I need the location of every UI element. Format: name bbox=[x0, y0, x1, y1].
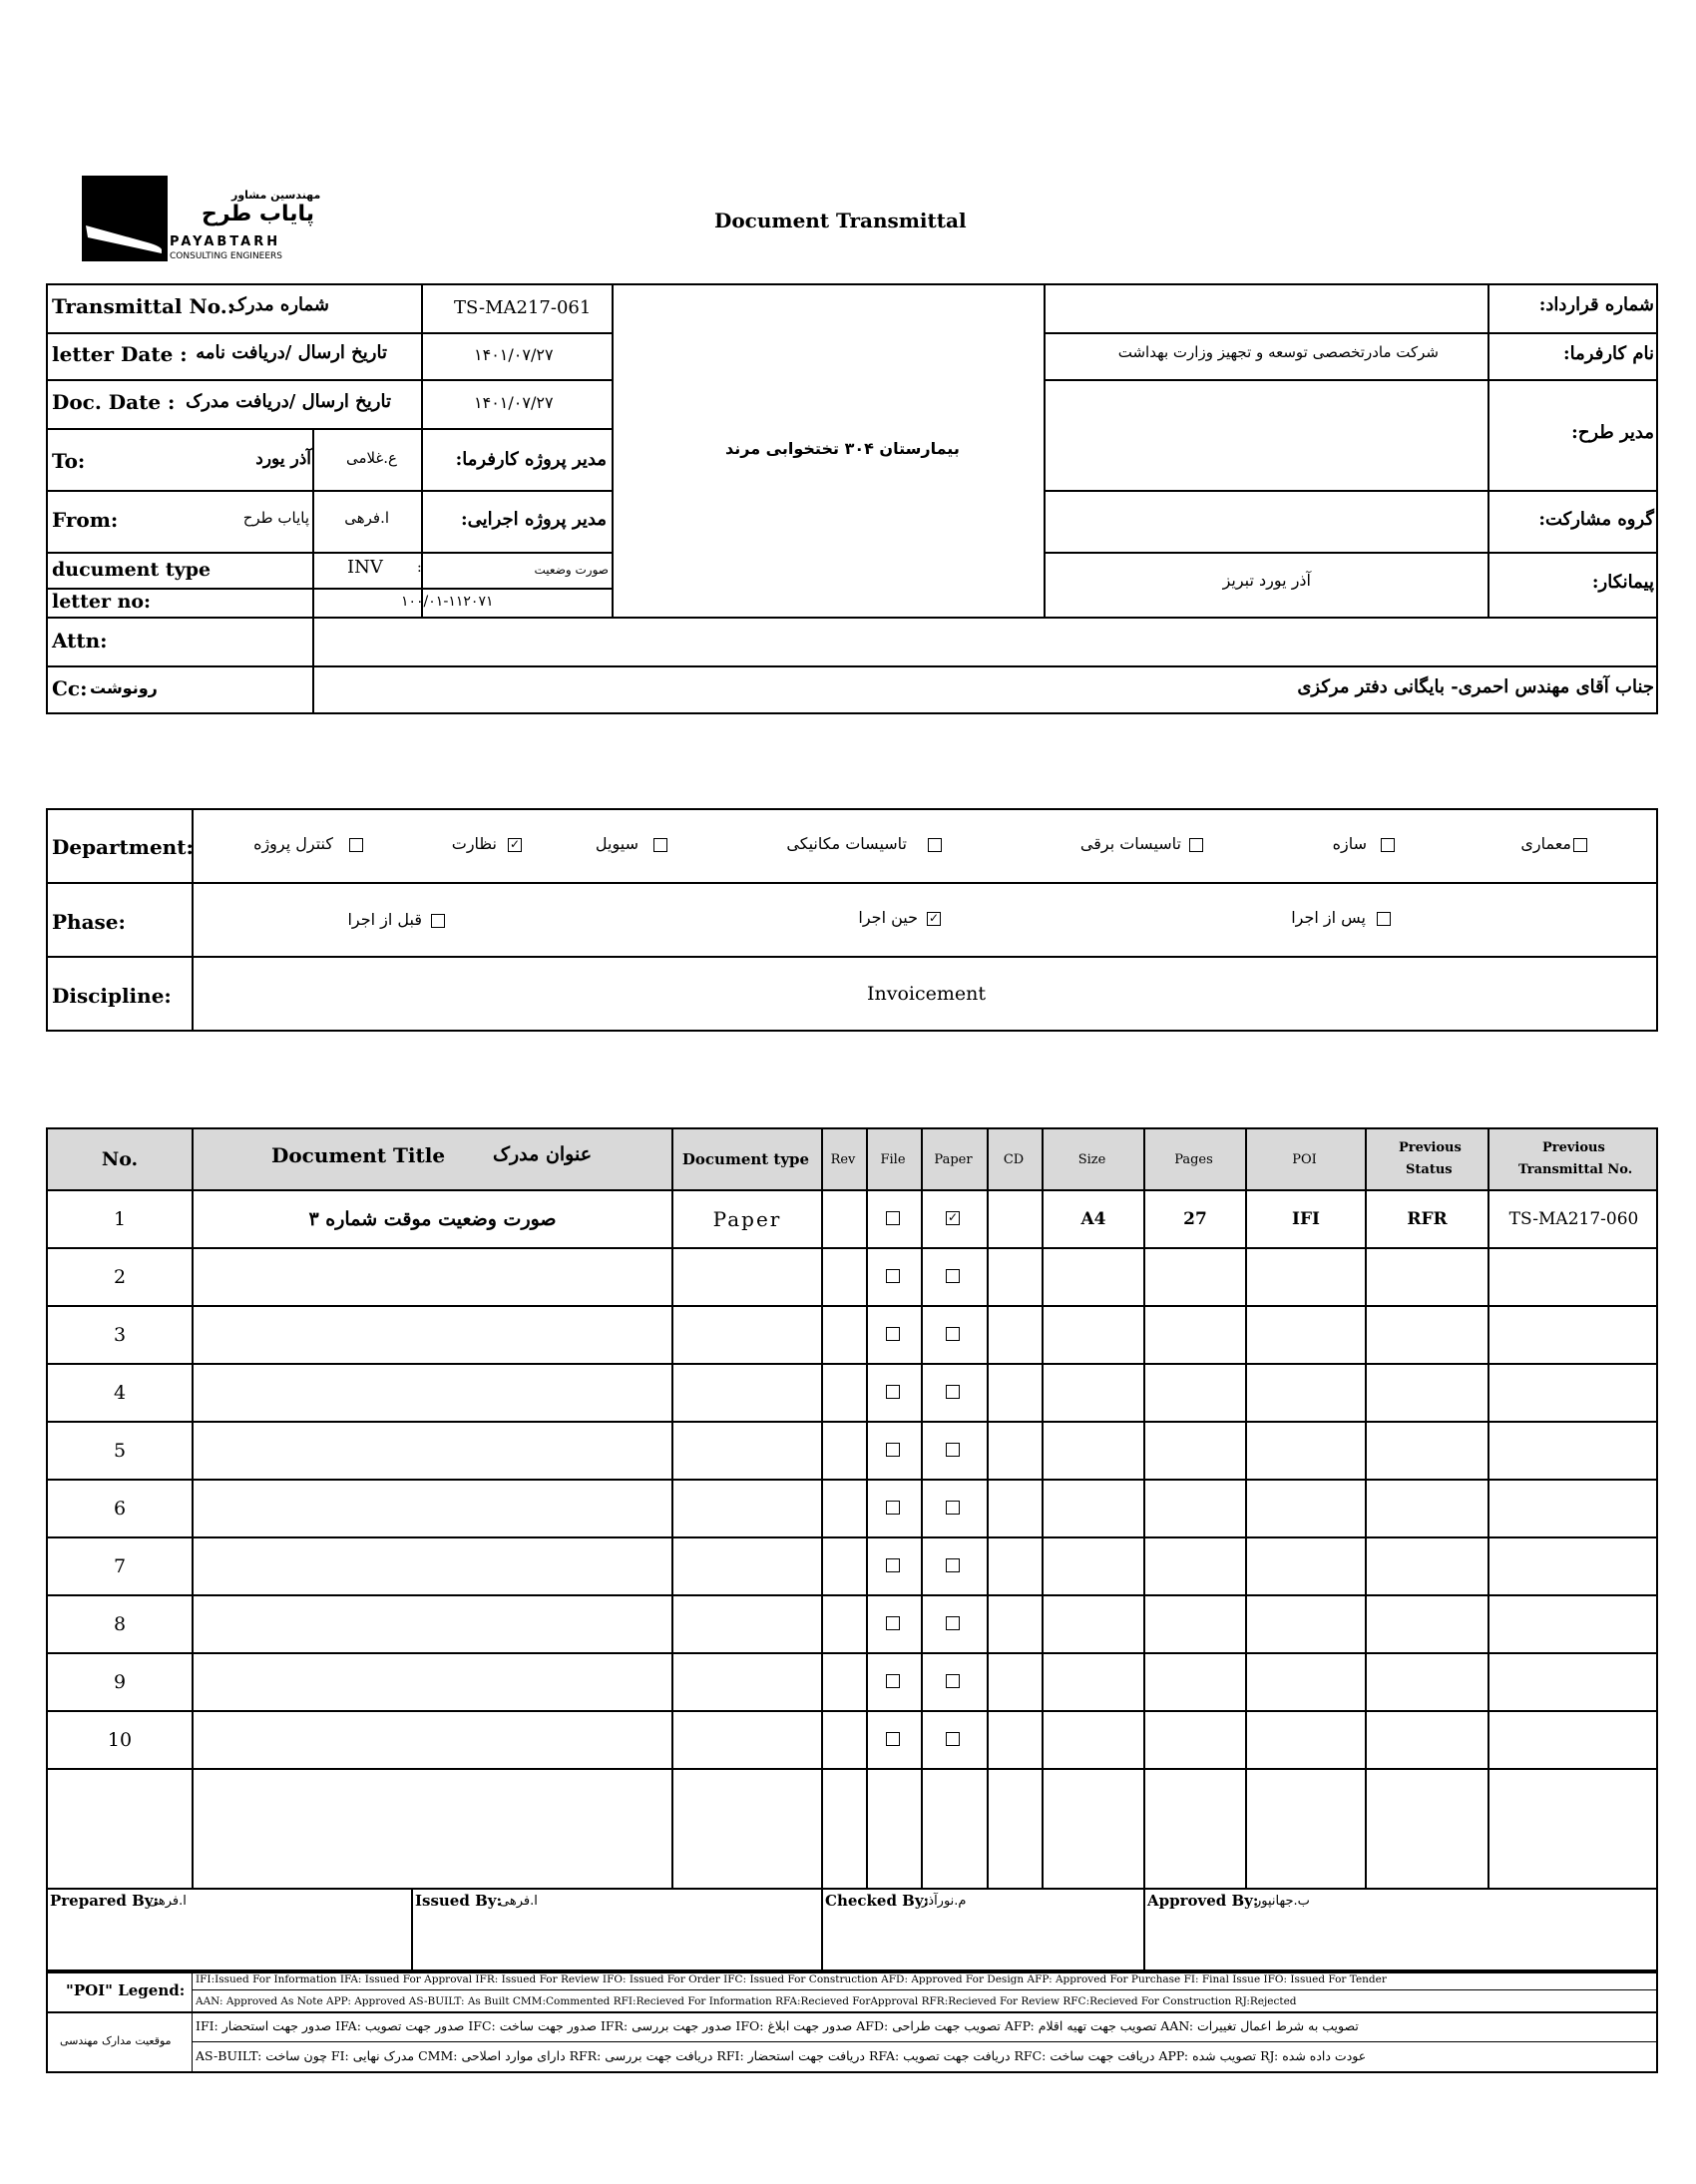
cell-no: 2 bbox=[113, 1266, 127, 1288]
cell-rev bbox=[823, 1307, 866, 1363]
cell-prev-trans bbox=[1489, 1249, 1658, 1305]
dept-label-mechanical: تاسیسات مکانیکی bbox=[786, 834, 907, 853]
cell-poi bbox=[1247, 1654, 1365, 1710]
client-pm-label: مدیر پروژه کارفرما: bbox=[455, 449, 607, 470]
checked-by-label: Checked By: bbox=[825, 1892, 930, 1910]
header-prev-status-2: Status bbox=[1406, 1162, 1453, 1177]
cell-doc-type bbox=[673, 1481, 821, 1536]
cell-title bbox=[194, 1249, 671, 1305]
doc-date-label: Doc. Date : bbox=[52, 390, 176, 414]
cell-cd bbox=[989, 1249, 1042, 1305]
cc-value: جناب آقای مهندس احمری- بایگانی دفتر مرکزی bbox=[1297, 676, 1654, 697]
issued-by-label: Issued By: bbox=[415, 1892, 502, 1910]
cell-prev-status bbox=[1367, 1365, 1487, 1421]
prepared-by-label: Prepared By: bbox=[50, 1892, 160, 1910]
cell-size bbox=[1044, 1596, 1143, 1652]
dept-checkbox-electrical[interactable] bbox=[1189, 838, 1203, 852]
cell-rev bbox=[823, 1423, 866, 1479]
dept-checkbox-supervision[interactable]: ✓ bbox=[509, 837, 521, 851]
row-file-checkbox[interactable] bbox=[886, 1385, 900, 1399]
legend-line-1: IFI:Issued For Information IFA: Issued For Approval IFR: Issued For Review IFO: Issued For Order IFC: Issued For Construction AFD: Approved For Design AFP: Approved For Purchase FI: Final Issue IFO: Issued For Tender bbox=[196, 1973, 1387, 1985]
checked-by-value: م.نورآذر bbox=[922, 1894, 967, 1909]
cell-size bbox=[1044, 1538, 1143, 1594]
cell-prev-status bbox=[1367, 1654, 1487, 1710]
discipline-value: Invoicement bbox=[867, 983, 987, 1005]
approved-by-label: Approved By: bbox=[1147, 1892, 1259, 1910]
cell-prev-status bbox=[1367, 1481, 1487, 1536]
cell-doc-type bbox=[673, 1307, 821, 1363]
row-paper-checkbox[interactable] bbox=[946, 1501, 960, 1515]
cell-prev-trans bbox=[1489, 1481, 1658, 1536]
cell-size bbox=[1044, 1365, 1143, 1421]
cell-prev-status bbox=[1367, 1596, 1487, 1652]
cell-doc-type bbox=[673, 1712, 821, 1768]
letter-no-label: letter no: bbox=[52, 591, 152, 613]
header-rev: Rev bbox=[830, 1151, 856, 1167]
cell-title bbox=[194, 1307, 671, 1363]
phase-label-after: پس از اجرا bbox=[1291, 908, 1366, 927]
cell-doc-type: Paper bbox=[712, 1207, 782, 1231]
cell-cd bbox=[989, 1307, 1042, 1363]
cell-title bbox=[194, 1712, 671, 1768]
poi-legend-label: "POI" Legend: bbox=[66, 1981, 186, 1999]
row-file-checkbox[interactable] bbox=[886, 1616, 900, 1630]
from-value: پایاب طرح bbox=[242, 509, 309, 527]
cell-size: A4 bbox=[1080, 1209, 1106, 1229]
row-file-checkbox[interactable] bbox=[886, 1211, 900, 1225]
cell-pages bbox=[1145, 1481, 1245, 1536]
cell-poi bbox=[1247, 1365, 1365, 1421]
cell-title bbox=[194, 1481, 671, 1536]
cell-no: 9 bbox=[113, 1671, 127, 1693]
doc-date-value: ۱۴۰۱/۰۷/۲۷ bbox=[474, 393, 554, 412]
cell-doc-type bbox=[673, 1365, 821, 1421]
phase-checkbox-after[interactable] bbox=[1377, 912, 1391, 926]
cell-pages bbox=[1145, 1712, 1245, 1768]
logo-fa-subtitle: مهندسین مشاور bbox=[231, 189, 321, 202]
cell-pages bbox=[1145, 1596, 1245, 1652]
cell-no: 7 bbox=[113, 1555, 127, 1577]
row-paper-checkbox[interactable] bbox=[946, 1327, 960, 1341]
employer-label: نام کارفرما: bbox=[1563, 343, 1654, 364]
row-file-checkbox[interactable] bbox=[886, 1443, 900, 1457]
cell-no: 10 bbox=[107, 1729, 133, 1751]
cell-prev-status bbox=[1367, 1538, 1487, 1594]
status-legend-label: موقعیت مدارک مهندسی bbox=[60, 2034, 172, 2047]
client-pm-name: ع.غلامی bbox=[345, 449, 397, 467]
dept-checkbox-mechanical[interactable] bbox=[928, 838, 942, 852]
cell-cd bbox=[989, 1712, 1042, 1768]
header-pages: Pages bbox=[1174, 1151, 1213, 1167]
cell-size bbox=[1044, 1654, 1143, 1710]
logo-mark bbox=[82, 176, 172, 263]
cell-cd bbox=[989, 1481, 1042, 1536]
dept-label-civil: سیویل bbox=[595, 834, 638, 853]
cell-prev-status bbox=[1367, 1712, 1487, 1768]
logo-fa-name: پایاب طرح bbox=[202, 202, 315, 226]
cell-pages bbox=[1145, 1423, 1245, 1479]
cell-title: صورت وضعیت موقت شماره ۳ bbox=[308, 1208, 557, 1230]
cell-cd bbox=[989, 1365, 1042, 1421]
project-name: بیمارستان ۳۰۴ تختخوابی مرند bbox=[725, 439, 960, 458]
cc-label: Cc: bbox=[52, 676, 88, 700]
row-file-checkbox[interactable] bbox=[886, 1732, 900, 1746]
cell-doc-type bbox=[673, 1423, 821, 1479]
doc-type-value: INV bbox=[347, 557, 383, 578]
phase-checkbox-before[interactable] bbox=[431, 914, 445, 928]
logo-subtitle: CONSULTING ENGINEERS bbox=[170, 251, 283, 261]
letter-date-label-fa: تاریخ ارسال /دریافت نامه bbox=[196, 342, 387, 363]
cell-prev-trans bbox=[1489, 1712, 1658, 1768]
employer-value: شرکت مادرتخصصی توسعه و تجهیز وزارت بهداشت bbox=[1117, 343, 1439, 361]
row-file-checkbox[interactable] bbox=[886, 1327, 900, 1341]
cell-pages: 27 bbox=[1183, 1209, 1207, 1229]
contractor-label: پیمانکار: bbox=[1591, 572, 1654, 593]
phase-checkbox-during[interactable]: ✓ bbox=[928, 911, 940, 925]
doc-type-colon: : bbox=[417, 560, 422, 576]
cell-prev-status: RFR bbox=[1407, 1209, 1448, 1229]
prepared-by-value: ا.فرهی bbox=[148, 1894, 187, 1909]
cc-label-fa: رونوشت bbox=[90, 678, 158, 697]
row-paper-checkbox[interactable] bbox=[946, 1269, 960, 1283]
cell-no: 6 bbox=[113, 1498, 127, 1520]
cell-prev-trans bbox=[1489, 1365, 1658, 1421]
cell-prev-trans bbox=[1489, 1596, 1658, 1652]
cell-rev bbox=[823, 1481, 866, 1536]
cell-prev-trans: TS-MA217-060 bbox=[1508, 1209, 1639, 1229]
cell-title bbox=[194, 1596, 671, 1652]
partnership-label: گروه مشارکت: bbox=[1538, 509, 1654, 530]
cell-prev-status bbox=[1367, 1307, 1487, 1363]
row-file-checkbox[interactable] bbox=[886, 1269, 900, 1283]
dept-label-architecture: معماری bbox=[1520, 834, 1571, 853]
cell-doc-type bbox=[673, 1596, 821, 1652]
letter-date-value: ۱۴۰۱/۰۷/۲۷ bbox=[474, 345, 554, 364]
cell-title bbox=[194, 1654, 671, 1710]
phase-label-before: قبل از اجرا bbox=[347, 910, 422, 929]
header-file: File bbox=[880, 1151, 906, 1167]
legend-line-2: AAN: Approved As Note APP: Approved AS-BUILT: As Built CMM:Commented RFI:Recieved For Information RFA:Recieved ForApproval RFR:Recieved For Review RFC:Recieved For Construction RJ:Rejected bbox=[196, 1995, 1297, 2007]
cell-no: 8 bbox=[113, 1613, 127, 1635]
header-doc-type: Document type bbox=[681, 1150, 810, 1168]
row-paper-checkbox[interactable] bbox=[946, 1732, 960, 1746]
row-paper-checkbox[interactable] bbox=[946, 1443, 960, 1457]
contractor-value: آذر یورد تبریز bbox=[1222, 571, 1311, 590]
exec-pm-name: ا.فرهی bbox=[344, 509, 389, 527]
row-paper-checkbox[interactable] bbox=[946, 1385, 960, 1399]
page-title: Document Transmittal bbox=[714, 209, 967, 232]
transmittal-no-value: TS-MA217-061 bbox=[454, 297, 592, 318]
phase-label-during: حین اجرا bbox=[858, 908, 918, 927]
to-label: To: bbox=[52, 449, 86, 473]
dept-checkbox-architecture[interactable] bbox=[1573, 838, 1587, 852]
dept-label-supervision: نظارت bbox=[451, 834, 497, 853]
approved-by-value: ب.جهانپور bbox=[1255, 1894, 1310, 1909]
row-file-checkbox[interactable] bbox=[886, 1501, 900, 1515]
header-title-fa: عنوان مدرک bbox=[493, 1143, 593, 1165]
to-value: آذر یورد bbox=[255, 449, 311, 469]
cell-rev bbox=[823, 1538, 866, 1594]
row-paper-checkbox[interactable] bbox=[946, 1616, 960, 1630]
cell-rev bbox=[823, 1596, 866, 1652]
cell-rev bbox=[823, 1365, 866, 1421]
dept-checkbox-structure[interactable] bbox=[1381, 838, 1395, 852]
cell-poi: IFI bbox=[1292, 1209, 1320, 1229]
cell-rev bbox=[823, 1712, 866, 1768]
doc-type-label: ducument type bbox=[52, 559, 212, 581]
logo-en-name: PAYABTARH bbox=[170, 234, 281, 249]
row-file-checkbox[interactable] bbox=[886, 1674, 900, 1688]
cell-no: 5 bbox=[113, 1440, 127, 1462]
dept-label-electrical: تاسیسات برقی bbox=[1079, 834, 1181, 853]
cell-pages bbox=[1145, 1249, 1245, 1305]
legend-line-3: IFI: صدور جهت استحضار IFA: صدور جهت تصویب IFC: صدور جهت ساخت IFR: صدور جهت بررسی IFO: صدور جهت ابلاغ AFD: تصویب جهت طراحی AFP: تصویب جهت تهیه اقلام AAN: تصویب به شرط اعمال تغییرات bbox=[196, 2018, 1359, 2033]
dept-label-project-control: کنترل پروژه bbox=[253, 834, 333, 853]
row-paper-checkbox[interactable] bbox=[946, 1558, 960, 1572]
header-cd: CD bbox=[1003, 1151, 1025, 1167]
cell-poi bbox=[1247, 1481, 1365, 1536]
transmittal-no-label-fa: شماره مدرک bbox=[229, 294, 329, 315]
cell-cd bbox=[989, 1596, 1042, 1652]
cell-no: 3 bbox=[113, 1324, 127, 1346]
cell-prev-status bbox=[1367, 1249, 1487, 1305]
cell-doc-type bbox=[673, 1654, 821, 1710]
cell-title bbox=[194, 1538, 671, 1594]
row-file-checkbox[interactable] bbox=[886, 1558, 900, 1572]
cell-pages bbox=[1145, 1307, 1245, 1363]
company-logo bbox=[82, 176, 321, 265]
cell-poi bbox=[1247, 1249, 1365, 1305]
cell-rev bbox=[823, 1654, 866, 1710]
issued-by-value: ا.فرهی bbox=[499, 1894, 538, 1909]
discipline-label: Discipline: bbox=[52, 984, 172, 1008]
cell-poi bbox=[1247, 1307, 1365, 1363]
cell-rev bbox=[823, 1191, 866, 1247]
cell-cd bbox=[989, 1191, 1042, 1247]
dept-checkbox-civil[interactable] bbox=[653, 838, 667, 852]
cell-size bbox=[1044, 1249, 1143, 1305]
cell-size bbox=[1044, 1481, 1143, 1536]
cell-pages bbox=[1145, 1365, 1245, 1421]
cell-no: 1 bbox=[113, 1208, 127, 1230]
cell-rev bbox=[823, 1249, 866, 1305]
doc-type-fa: صورت وضعیت bbox=[534, 563, 609, 577]
exec-pm-label: مدیر پروژه اجرایی: bbox=[460, 509, 607, 530]
cell-cd bbox=[989, 1423, 1042, 1479]
header-prev-trans-1: Previous bbox=[1542, 1140, 1605, 1155]
cell-prev-trans bbox=[1489, 1538, 1658, 1594]
header-no: No. bbox=[101, 1148, 139, 1170]
cell-poi bbox=[1247, 1712, 1365, 1768]
legend-line-4: AS-BUILT: چون ساخت FI: مدرک نهایی CMM: دارای موارد اصلاحی RFR: دریافت جهت بررسی RFI: دریافت جهت استحضار RFA: دریافت جهت تصویب RFC: دریافت جهت ساخت APP: تصویب شده RJ: عودت داده شده bbox=[196, 2048, 1367, 2063]
cell-prev-trans bbox=[1489, 1423, 1658, 1479]
cell-poi bbox=[1247, 1423, 1365, 1479]
department-label: Department: bbox=[52, 835, 194, 859]
cell-doc-type bbox=[673, 1249, 821, 1305]
cell-size bbox=[1044, 1307, 1143, 1363]
cell-prev-trans bbox=[1489, 1307, 1658, 1363]
dept-label-structure: سازه bbox=[1332, 834, 1367, 853]
cell-size bbox=[1044, 1712, 1143, 1768]
cell-title bbox=[194, 1365, 671, 1421]
doc-date-label-fa: تاریخ ارسال /دریافت مدرک bbox=[186, 391, 391, 412]
header-paper: Paper bbox=[934, 1151, 973, 1167]
header-size: Size bbox=[1077, 1151, 1106, 1167]
cell-doc-type bbox=[673, 1538, 821, 1594]
design-manager-label: مدیر طرح: bbox=[1571, 422, 1654, 443]
attn-label: Attn: bbox=[52, 629, 108, 653]
row-paper-checkbox[interactable]: ✓ bbox=[947, 1210, 959, 1224]
cell-poi bbox=[1247, 1538, 1365, 1594]
dept-checkbox-project-control[interactable] bbox=[349, 838, 363, 852]
cell-prev-trans bbox=[1489, 1654, 1658, 1710]
cell-no: 4 bbox=[113, 1382, 127, 1404]
transmittal-no-label: Transmittal No.: bbox=[52, 294, 235, 318]
cell-title bbox=[194, 1423, 671, 1479]
cell-cd bbox=[989, 1538, 1042, 1594]
cell-poi bbox=[1247, 1596, 1365, 1652]
header-prev-trans-2: Transmittal No. bbox=[1518, 1162, 1633, 1177]
cell-pages bbox=[1145, 1538, 1245, 1594]
cell-size bbox=[1044, 1423, 1143, 1479]
letter-date-label: letter Date : bbox=[52, 342, 188, 366]
cell-pages bbox=[1145, 1654, 1245, 1710]
cell-cd bbox=[989, 1654, 1042, 1710]
contract-no-label: شماره قرارداد: bbox=[1538, 294, 1654, 315]
row-paper-checkbox[interactable] bbox=[946, 1674, 960, 1688]
from-label: From: bbox=[52, 508, 119, 532]
phase-label: Phase: bbox=[52, 910, 126, 934]
header-title-en: Document Title bbox=[271, 1143, 446, 1167]
header-prev-status-1: Previous bbox=[1399, 1140, 1462, 1155]
letter-no-value: ۱۰۰/۰۱-۱۱۲۰۷۱ bbox=[401, 594, 494, 610]
cell-prev-status bbox=[1367, 1423, 1487, 1479]
header-poi: POI bbox=[1292, 1151, 1317, 1167]
